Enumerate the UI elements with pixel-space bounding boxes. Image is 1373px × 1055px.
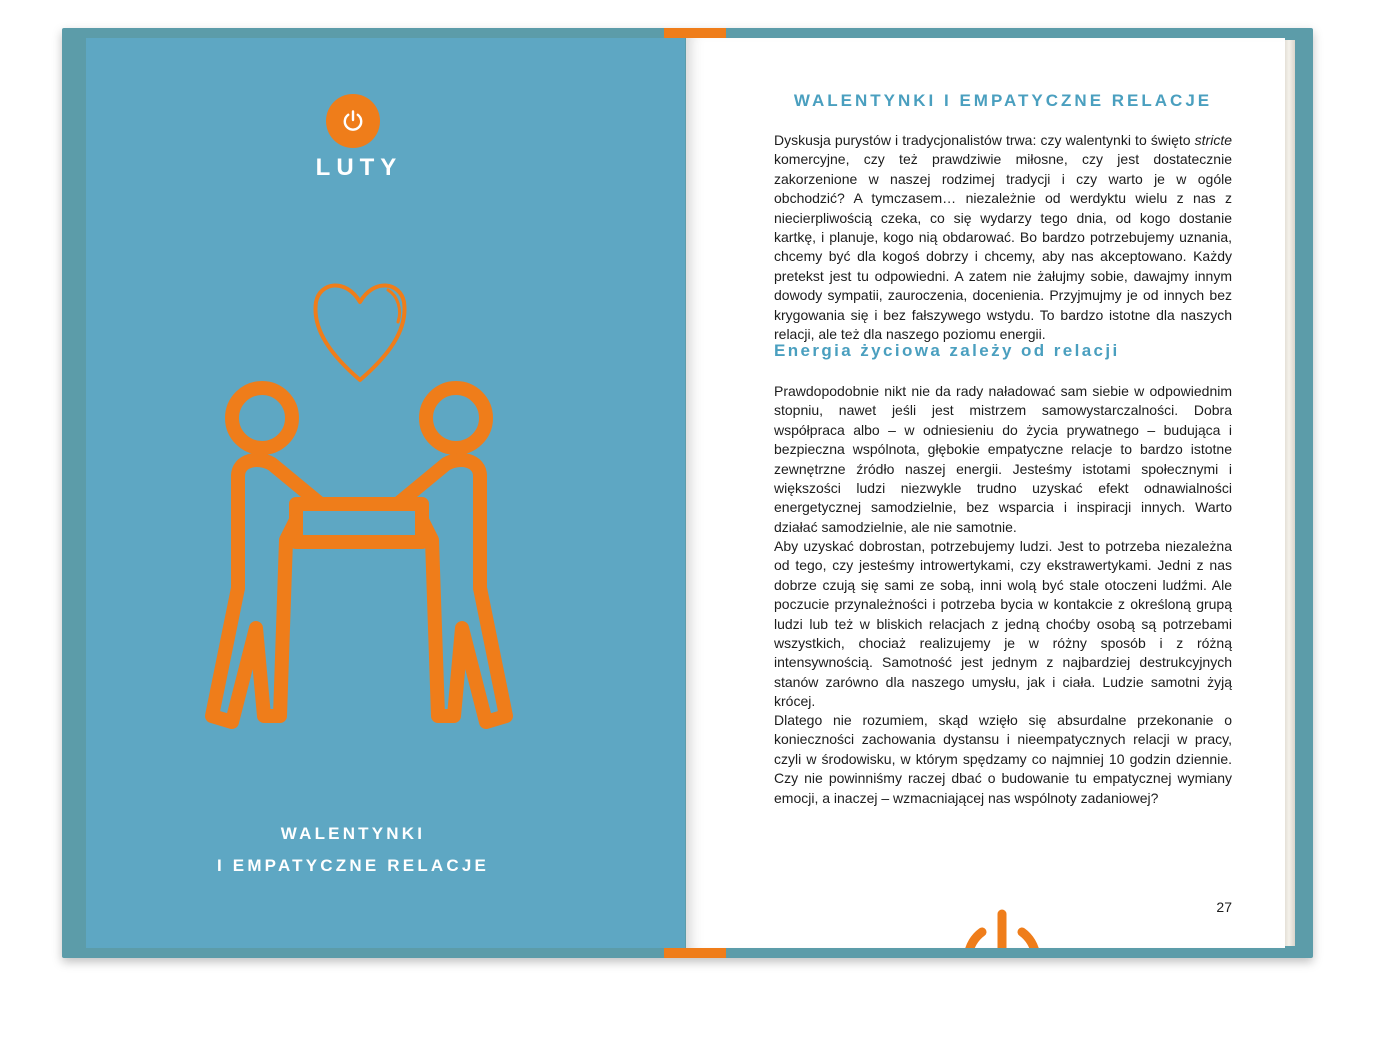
power-icon: [326, 94, 380, 148]
body-paragraph-4: Dlatego nie rozumiem, skąd wzięło się absurdalne przekonanie o konieczności zachowania dystansu i nieempatycznych relacji w pracy, czyli w środowisku, w którym spędzamy co najmniej 10 godzin dziennie. Czy nie powinniśmy raczej dbać o budowanie tu empatycznej wymiany emocji, a inaczej – wzmacniającej nas wspólnoty zadaniowej?: [774, 712, 1232, 806]
chapter-caption-line-1: WALENTYNKI: [280, 824, 426, 843]
bookmark-ribbon-top: [664, 28, 726, 38]
paragraph-1-italic: stricte: [1194, 132, 1232, 148]
footer-power-icon: [960, 906, 1044, 948]
paragraph-1-text-end: komercyjne, czy też prawdziwie miłosne, czy jest dostatecznie zakorzenione w naszej rodzimej tradycji i czy warto je w ogóle obchodzić? A tymczasem… niezależnie od werdyktu wielu z nas z niecierpliwością czeka, co się wydarzy tego dnia, od kogo dostanie kartkę, i planuje, kogo nią obdarować. Bo bardzo potrzebujemy uznania, chcemy być dla kogoś dobrzy i chcemy, aby nas akceptowano. Każdy pretekst jest tu odpowiedni. A zatem nie żałujmy sobie, dawajmy innym dowody sympatii, zauroczenia, docenienia. Przyjmujmy je od innych bez krygowania się i bez fałszywego wstydu. To bardzo istotne dla naszych relacji, ale też dla naszego poziomu energii.: [774, 151, 1232, 343]
chapter-caption-line-2: I EMPATYCZNE RELACJE: [216, 856, 490, 875]
chapter-heading: WALENTYNKI I EMPATYCZNE RELACJE: [793, 91, 1213, 110]
paragraph-1-text-start: Dyskusja purystów i tradycjonalistów trwa: czy walentynki to święto: [774, 132, 1195, 148]
body-paragraph-1: [774, 131, 1232, 344]
bookmark-ribbon-bottom: [664, 948, 726, 958]
body-paragraph-3: Aby uzyskać dobrostan, potrzebujemy ludzi. Jest to potrzeba niezależna od tego, czy jesteśmy introwertykami, czy ekstrawertykami. Jedni z nas dobrze czują się sami ze sobą, inni wolą być stale otoczeni ludźmi. Ale poczucie przynależności i potrzeba bycia w kontakcie z określoną grupą ludzi lub też w bliskich relacjach z jedną choćby osobą są potrzebami wszystkich, chociaż realizujemy je w różny sposób i z różną intensywnością. Samotność jest jednym z najbardziej destrukcyjnych stanów zarówno dla naszego umysłu, jak i ciała. Ludzie samotni żyją krócej.: [774, 538, 1232, 710]
month-title: LUTY: [315, 154, 403, 181]
page-number: 27: [1216, 899, 1232, 915]
section-subheading: Energia życiowa zależy od relacji: [774, 341, 1120, 360]
two-people-holding-box-icon: [196, 270, 520, 730]
page-edges: [1285, 40, 1295, 946]
body-paragraph-2: Prawdopodobnie nikt nie da rady naładować sam siebie w odpowiednim stopniu, nawet jeśli jest mistrzem samowystarczalności. Dobra współpraca albo – w odniesieniu do życia prywatnego – budująca i bezpieczna wspólnota, głębokie empatyczne relacje to bardzo istotne zewnętrzne źródło naszej energii. Jesteśmy istotami społecznymi i większości ludzi niezwykle trudno uzyskać efekt odnawialności energetycznej samodzielnie, bez wsparcia i inspiracji innych. Warto działać samodzielnie, ale nie samotnie.: [774, 383, 1232, 535]
heart-icon: [315, 285, 404, 380]
